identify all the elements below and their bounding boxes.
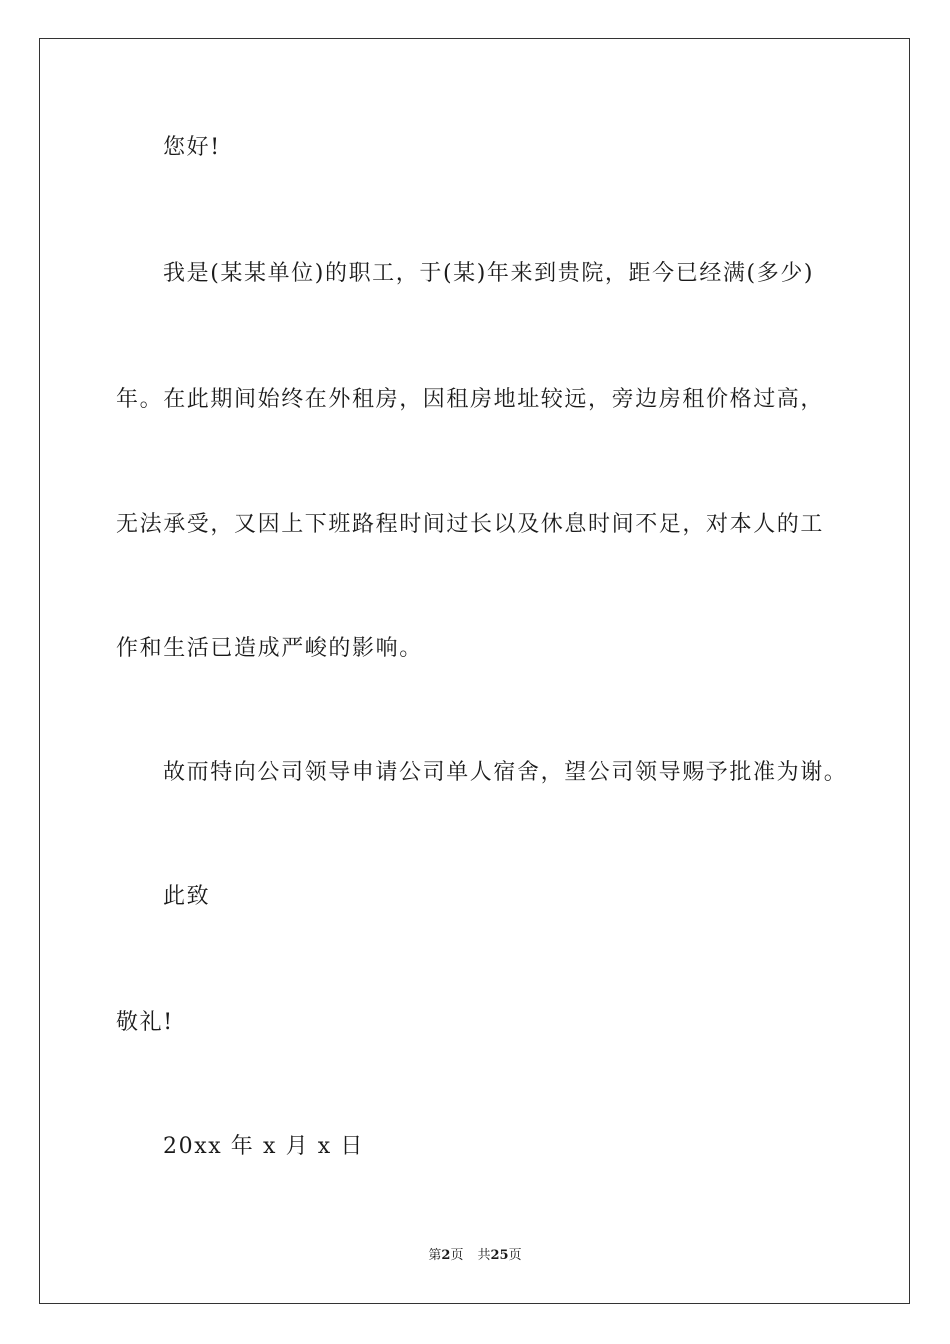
date: 20xx 年 x 月 x 日	[163, 1134, 364, 1159]
request-paragraph: 故而特向公司领导申请公司单人宿舍，望公司领导赐予批准为谢。	[163, 760, 848, 785]
body-line-2: 年。在此期间始终在外租房，因租房地址较远，旁边房租价格过高，	[116, 387, 825, 412]
page-suffix: 页	[450, 1248, 464, 1263]
closing: 此致	[163, 884, 211, 909]
salute: 敬礼!	[116, 1010, 174, 1035]
page-frame	[39, 38, 910, 1304]
page-footer	[0, 1247, 950, 1265]
body-line-4: 作和生活已造成严峻的影响。	[116, 636, 423, 661]
page-prefix: 第	[428, 1248, 442, 1263]
body-line-1: 我是(某某单位)的职工，于(某)年来到贵院，距今已经满(多少)	[163, 261, 815, 286]
page-current: 2	[441, 1248, 451, 1263]
body-line-3: 无法承受，又因上下班路程时间过长以及休息时间不足，对本人的工	[116, 512, 825, 537]
page-total: 25	[490, 1248, 509, 1263]
total-suffix: 页	[508, 1248, 522, 1263]
greeting: 您好!	[163, 135, 221, 160]
total-prefix: 共	[477, 1248, 491, 1263]
